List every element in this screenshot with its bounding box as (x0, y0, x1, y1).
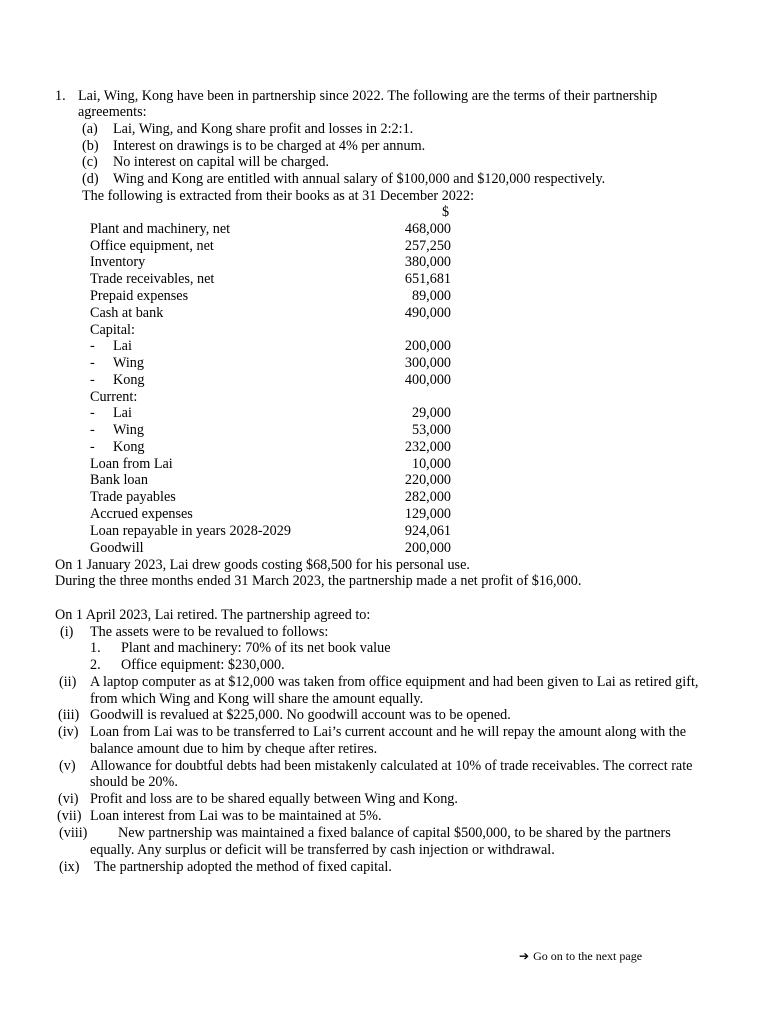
term-text: Interest on drawings is to be charged at 4% per annum. (113, 138, 426, 154)
ledger-value: 220,000 (404, 472, 451, 488)
ledger-value: 490,000 (404, 305, 451, 321)
ledger-label: Plant and machinery, net (90, 221, 231, 237)
ledger-value: 282,000 (404, 489, 451, 505)
item-label: (i) (60, 624, 74, 640)
sub-item-text: Plant and machinery: 70% of its net book value (121, 640, 391, 656)
item-text: The assets were to be revalued to follows: (90, 624, 329, 640)
ledger-value: 200,000 (404, 540, 451, 556)
ledger-value: 232,000 (404, 439, 451, 455)
ledger-value: 468,000 (404, 221, 451, 237)
ledger-label: Bank loan (90, 472, 148, 488)
ledger-label: Wing (113, 355, 144, 371)
ledger-label: Lai (113, 338, 132, 354)
intro-line: agreements: (78, 104, 147, 120)
item-text: A laptop computer as at $12,000 was taken from office equipment and had been given to Lai as retired gift, (90, 674, 699, 690)
item-label: (vii) (57, 808, 82, 824)
next-page-footer (519, 948, 642, 964)
ledger-value: 53,000 (411, 422, 451, 438)
ledger-label: Inventory (90, 254, 146, 270)
item-label: (ii) (59, 674, 77, 690)
ledger-dash: - (90, 439, 95, 455)
question-number: 1. (55, 88, 66, 104)
term-text: No interest on capital will be charged. (113, 154, 330, 170)
ledger-value: 924,061 (404, 523, 451, 539)
term-label: (d) (82, 171, 99, 187)
item-label: (vi) (58, 791, 79, 807)
ledger-label: Goodwill (90, 540, 144, 556)
item-text: Allowance for doubtful debts had been mistakenly calculated at 10% of trade receivables. The correct rate (90, 758, 693, 774)
term-text: Wing and Kong are entitled with annual salary of $100,000 and $120,000 respectively. (113, 171, 606, 187)
term-label: (c) (82, 154, 98, 170)
item-text: Profit and loss are to be shared equally between Wing and Kong. (90, 791, 458, 807)
term-text: Lai, Wing, and Kong share profit and losses in 2:2:1. (113, 121, 414, 137)
term-label: (b) (82, 138, 99, 154)
ledger-label: Lai (113, 405, 132, 421)
ledger-value: 129,000 (404, 506, 451, 522)
item-text: New partnership was maintained a fixed balance of capital $500,000, to be shared by the partners (118, 825, 671, 841)
next-page-text: Go on to the next page (533, 949, 643, 963)
term-label: (a) (82, 121, 98, 137)
item-text: Loan from Lai was to be transferred to Lai’s current account and he will repay the amount along with the (90, 724, 687, 740)
ledger-label: Accrued expenses (90, 506, 193, 522)
ledger-dash: - (90, 405, 95, 421)
ledger-label: Trade receivables, net (90, 271, 215, 287)
item-text: Goodwill is revalued at $225,000. No goodwill account was to be opened. (90, 707, 511, 723)
item-text-continued: equally. Any surplus or deficit will be transferred by cash injection or withdrawal. (90, 842, 555, 858)
sub-item-label: 2. (90, 657, 101, 673)
extract-intro: The following is extracted from their books as at 31 December 2022: (82, 188, 475, 204)
profit-note: During the three months ended 31 March 2023, the partnership made a net profit of $16,000. (55, 573, 582, 589)
item-text: Loan interest from Lai was to be maintained at 5%. (90, 808, 382, 824)
ledger-label: Prepaid expenses (90, 288, 189, 304)
ledger-label: Cash at bank (90, 305, 164, 321)
ledger-label: Loan repayable in years 2028-2029 (90, 523, 291, 539)
ledger-label: Kong (113, 372, 145, 388)
currency-header: $ (442, 204, 450, 220)
ledger-label: Loan from Lai (90, 456, 173, 472)
sub-item-label: 1. (90, 640, 101, 656)
item-text-continued: from which Wing and Kong will share the amount equally. (90, 691, 424, 707)
ledger-value: 200,000 (404, 338, 451, 354)
ledger-value: 257,250 (404, 238, 451, 254)
ledger-section-heading: Capital: (90, 322, 135, 338)
intro-line: Lai, Wing, Kong have been in partnership since 2022. The following are the terms of their partnership (78, 88, 658, 104)
ledger-value: 10,000 (411, 456, 451, 472)
ledger-label: Office equipment, net (90, 238, 214, 254)
ledger-dash: - (90, 355, 95, 371)
item-label: (iii) (58, 707, 80, 723)
ledger-value: 89,000 (411, 288, 451, 304)
ledger-label: Trade payables (90, 489, 176, 505)
item-text-continued: balance amount due to him by cheque after retires. (90, 741, 378, 757)
ledger-dash: - (90, 372, 95, 388)
item-label: (v) (59, 758, 76, 774)
ledger-value: 400,000 (404, 372, 451, 388)
sub-item-text: Office equipment: $230,000. (121, 657, 285, 673)
january-note: On 1 January 2023, Lai drew goods costing $68,500 for his personal use. (55, 557, 470, 573)
item-label: (ix) (59, 859, 80, 875)
ledger-value: 300,000 (404, 355, 451, 371)
item-label: (viii) (59, 825, 88, 841)
ledger-label: Kong (113, 439, 145, 455)
ledger-section-heading: Current: (90, 389, 138, 405)
ledger-value: 651,681 (404, 271, 451, 287)
retirement-intro: On 1 April 2023, Lai retired. The partnership agreed to: (55, 607, 371, 623)
ledger-label: Wing (113, 422, 144, 438)
ledger-value: 380,000 (404, 254, 451, 270)
item-label: (iv) (58, 724, 79, 740)
ledger-dash: - (90, 422, 95, 438)
arrow-right-icon: ➔ (519, 949, 530, 963)
ledger-value: 29,000 (411, 405, 451, 421)
item-text-continued: should be 20%. (90, 774, 178, 790)
item-text: The partnership adopted the method of fixed capital. (94, 859, 392, 875)
ledger-dash: - (90, 338, 95, 354)
